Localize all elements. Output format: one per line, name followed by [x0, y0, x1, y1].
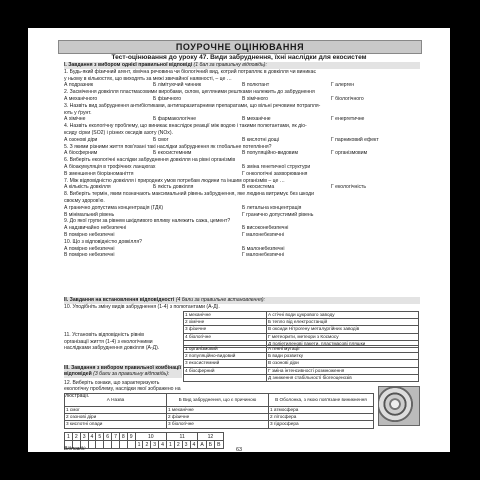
option: А гранично допустима концентрація (ГДК) [64, 204, 164, 211]
option: А біосферним [64, 150, 98, 157]
match-right: А генні мутації [267, 346, 419, 353]
answer-number: 9 [127, 433, 135, 441]
option: Б високонебезпечні [242, 225, 289, 232]
cell: 3 біологічне [166, 421, 268, 428]
option: Г алерген [331, 82, 355, 89]
option: В механічне [242, 116, 271, 123]
answer-sub: Б [206, 441, 214, 449]
match-right: Г зміна інтенсивності розмноження [267, 367, 419, 374]
option: В зменшення біорізноманіття [64, 170, 134, 177]
question-text: ють у ґрунт. [64, 109, 92, 116]
match-right: Д зниження стабільності біогеоценозів [267, 374, 419, 381]
question-text: своєму здоров'ю. [64, 197, 105, 204]
match-right: В оксиди Нітрогену металургійних заводів [267, 326, 419, 333]
col-head: В Оболонка, з якою пов'язане виникнення [268, 394, 373, 407]
cell: 1 атмосфера [268, 407, 373, 414]
worksheet-page [28, 28, 450, 452]
answers-label: Відповіді: [64, 446, 86, 452]
option: Г малонебезпечні [242, 252, 284, 259]
answer-number: 10 [135, 433, 166, 441]
match-left: 3 екосистемний [184, 360, 267, 367]
option: Б малонебезпечні [242, 245, 285, 252]
cell: 1 смог [65, 407, 167, 414]
cell: 2 літосфера [268, 414, 373, 421]
page-number: 63 [235, 447, 243, 452]
question-10-text: 10. Уподібніть зміну видів забруднення (1-4) з полютантами (А-Д). [64, 304, 220, 310]
option: А хімічне [64, 116, 86, 123]
match-right: Г метеорити, метеори з Космосу [267, 333, 419, 340]
option: В популяційно-видовим [242, 150, 298, 157]
option: В полютант [242, 82, 270, 89]
match-right: Б вади розвитку [267, 353, 419, 360]
answer-number: 1 [65, 433, 73, 441]
question-3 [64, 103, 420, 123]
question-text: 3. Назвіть вид забруднення антибіотиками, антипаразитарними препаратами, що вільні речовини потрапля- [64, 102, 321, 109]
option: В мінімальний рівень [64, 211, 115, 218]
option: Г парниковий ефект [331, 136, 379, 143]
option: Б фармакологічне [153, 116, 197, 123]
option: Б зміна генетичної структури [242, 163, 311, 170]
combo-table-12 [64, 393, 374, 429]
option: Г гранично допустимий рівень [242, 211, 314, 218]
test-title: Тест-оцінювання до уроку 47. Види забруднення, їхні наслідки для екосистем [111, 54, 367, 61]
option: А помірно небезпечні [64, 245, 115, 252]
match-left: 4 біологічне [184, 333, 267, 340]
question-1 [64, 69, 420, 89]
cell: 1 механічне [166, 407, 268, 414]
answer-sub: 3 [182, 441, 190, 449]
answer-number: 5 [96, 433, 104, 441]
answer-number: 7 [112, 433, 120, 441]
question-text: 9. До якої групи за рівнем шкідливого впливу належить сажа, цемент? [64, 218, 231, 225]
question-8 [64, 191, 420, 218]
question-9b [64, 239, 420, 259]
question-6 [64, 157, 420, 177]
question-text: 8. Виберіть термін, яким позначають максимальний рівень забруднення, яке людина витримує без шкоди [64, 191, 315, 198]
cell: 3 гідросфера [268, 421, 373, 428]
answer-number: 8 [119, 433, 127, 441]
option: Б летальна концентрація [242, 204, 302, 211]
option: В помірно небезпечні [64, 231, 115, 238]
question-text: 4. Назвіть екологічну проблему, що виникає внаслідок реакції між водою і такими полютантами, як діо- [64, 123, 307, 130]
section-2-note: (4 бали за правильне встановлення): [175, 297, 265, 303]
match-right: А стічні води цукрового заводу [267, 312, 419, 319]
option: А озонові діри [64, 136, 98, 143]
answer-number: 12 [198, 433, 223, 441]
option: Б екосистемним [153, 150, 192, 157]
option: В кислотні дощі [242, 136, 280, 143]
answer-sub: 1 [135, 441, 143, 449]
answer-sub: 1 [166, 441, 174, 449]
section-3-heading: III. Завдання з вибором правильної комбінації відповідей [64, 365, 182, 378]
section-1-title [64, 62, 420, 69]
question-5 [64, 144, 420, 158]
illustration-image [378, 386, 420, 426]
answer-number: 4 [88, 433, 96, 441]
section-1-note: (1 бал за правильну відповідь): [193, 62, 267, 68]
question-text: у ньому в кількостях, що виходять за межі звичайної наявності, – це … [64, 75, 232, 82]
match-table-11 [183, 345, 419, 382]
option: Г біологічного [331, 95, 364, 102]
cell: 3 кислотні опади [65, 421, 167, 428]
option: Г онкологічні захворювання [242, 170, 308, 177]
question-text: 1. Будь-який фізичний агент, хімічна речовина чи біологічний вид, котрий потрапляє в довкілля чи виникає [64, 68, 316, 75]
section-1-heading: I. Завдання з вибором однієї правильної відповіді [64, 62, 193, 68]
option: Г організмовим [331, 150, 368, 157]
cell: 2 фізичне [166, 414, 268, 421]
answer-number: 3 [80, 433, 88, 441]
match-left: 3 фізичне [184, 326, 267, 333]
answer-sub: В [215, 441, 223, 449]
section-3-note: (3 бали за правильну відповідь): [93, 371, 170, 378]
question-12-text: 12. Виберіть ознаки, що характеризують екологічну проблему, наслідки якої зображено на ілюстрації. [64, 379, 181, 399]
option: Б фізичного [153, 95, 182, 102]
answer-sub: 2 [174, 441, 182, 449]
section-header: ПОУРОЧНЕ ОЦІНЮВАННЯ [58, 40, 422, 54]
option: Б лімітуючий чинник [153, 82, 202, 89]
answer-sub: 2 [143, 441, 151, 449]
match-right: Д поліетиленові пакети, пластмасові пляшки [267, 340, 419, 347]
answer-sub: А [198, 441, 206, 449]
question-11-text: 11. Установіть відповідність рівнів організації життя (1-4) з екологічними наслідками забруднення довкілля (А-Д). [64, 332, 160, 352]
match-left: 2 хімічне [184, 319, 267, 326]
match-left: 2 популяційно-видовий [184, 353, 267, 360]
question-text: 2. Засмічення довкілля пластмасовими виробами, склом, цегляними рештками належить до забруднення [64, 89, 315, 96]
question-4 [64, 123, 420, 143]
option: В помірно небезпечні [64, 252, 115, 259]
question-7 [64, 178, 420, 192]
match-right: В озонові діри [267, 360, 419, 367]
match-left: 4 біосферний [184, 367, 267, 374]
match-left: 1 організмовий [184, 346, 267, 353]
answer-number: 2 [72, 433, 80, 441]
question-text: 7. Між відповідністю довкілля і природних умов потребам людини та іншим організмів – це … [64, 177, 285, 184]
section-2-title [64, 297, 420, 304]
option: Б якість довкілля [153, 184, 194, 191]
option: Г енергетичне [331, 116, 365, 123]
question-text: ксиду сірки (SO2) і різних оксидів азоту (NOx). [64, 129, 173, 136]
col-head: Б Вид забруднення, що є причиною [166, 394, 268, 407]
answer-sub: 4 [159, 441, 167, 449]
option: А біоакумуляція в трофічних ланцюгах [64, 163, 156, 170]
option: А подразник [64, 82, 94, 89]
col-head: А Назва [65, 394, 167, 407]
cell: 2 озонові діри [65, 414, 167, 421]
answer-sub: 4 [190, 441, 198, 449]
option: Г малонебезпечні [242, 231, 284, 238]
section-1 [64, 62, 420, 259]
option: Г екологічність [331, 184, 366, 191]
question-9 [64, 218, 420, 238]
section-2-heading: II. Завдання на встановлення відповідності [64, 297, 175, 303]
match-table-10 [183, 311, 419, 348]
answer-number: 6 [104, 433, 112, 441]
option: В хімічного [242, 95, 269, 102]
option: А механічного [64, 95, 98, 102]
question-text: 10. Що з відповідністю довкілля? [64, 238, 142, 245]
match-left: 1 механічне [184, 312, 267, 319]
answer-number: 11 [166, 433, 197, 441]
answer-sub: 3 [151, 441, 159, 449]
question-2 [64, 89, 420, 103]
question-text: 6. Виберіть екологічні наслідки забруднення довкілля на рівні організмів [64, 157, 236, 164]
question-text: 5. З якими різними життя пов'язані такі наслідки забруднення як глобальне потепління? [64, 143, 272, 150]
option: А кількість довкілля [64, 184, 111, 191]
option: В екосистема [242, 184, 275, 191]
match-right: Б тепло від електростанцій [267, 319, 419, 326]
option: А надзвичайно небезпечні [64, 225, 127, 232]
option: Б смог [153, 136, 169, 143]
